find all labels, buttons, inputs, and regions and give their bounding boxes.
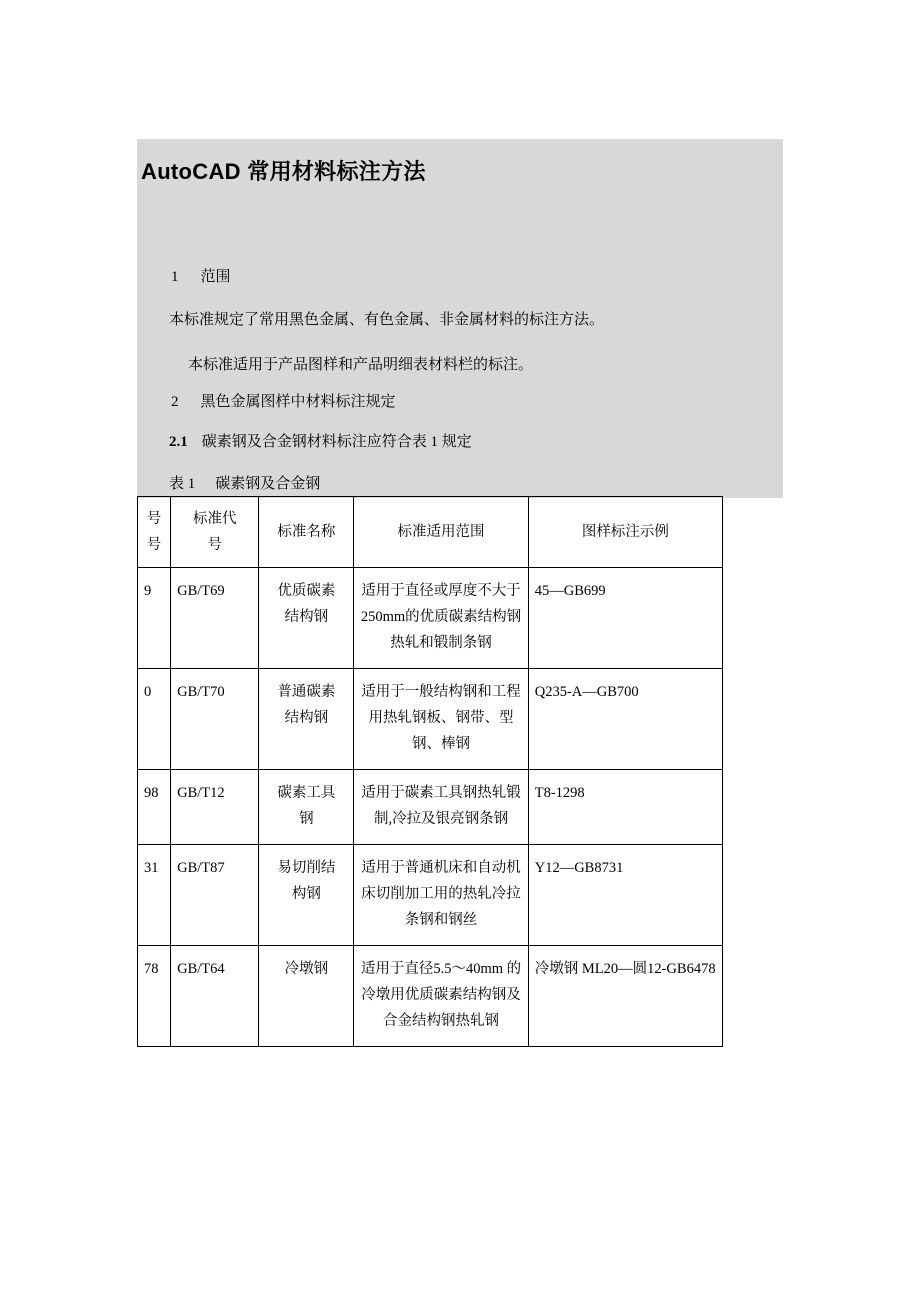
table-header-row (138, 497, 723, 568)
section-1-number: 1 (171, 269, 179, 285)
row-standard-name-line1: 碳素工具 (277, 785, 336, 801)
section-1-heading (171, 267, 231, 287)
row-standard-name-line1: 易切削结 (277, 860, 336, 876)
section-2-1-number: 2.1 (169, 434, 188, 450)
row-scope: 适用于碳素工具钢热轧锻制,冷拉及银亮钢条钢 (354, 770, 528, 845)
row-standard-code: GB/T64 (171, 946, 259, 1047)
table-row (138, 946, 723, 1047)
section-2-1-label: 碳素钢及合金钢材料标注应符合表 1 规定 (201, 434, 472, 450)
table-header-example: 图样标注示例 (528, 497, 722, 568)
row-standard-name-line1: 优质碳素 (277, 583, 336, 599)
row-number: 78 (138, 946, 171, 1047)
row-number: 98 (138, 770, 171, 845)
table-header-序号-line2: 号 (146, 537, 162, 553)
row-standard-code: GB/T87 (171, 845, 259, 946)
table-caption-label: 碳素钢及合金钢 (215, 476, 321, 492)
row-standard-name (259, 946, 354, 1047)
section-1-label: 范围 (200, 269, 231, 285)
row-number: 0 (138, 669, 171, 770)
page-title: AutoCAD 常用材料标注方法 (141, 159, 426, 184)
row-example: Y12—GB8731 (528, 845, 722, 946)
row-standard-code: GB/T69 (171, 568, 259, 669)
table-header-序号 (138, 497, 171, 568)
row-standard-name (259, 845, 354, 946)
table-header-standard-code-line1: 标准代 (193, 511, 237, 527)
table-row (138, 568, 723, 669)
table-header-standard-code (171, 497, 259, 568)
row-standard-name-line2: 结构钢 (284, 609, 329, 625)
table-header-scope: 标准适用范围 (354, 497, 528, 568)
row-number: 9 (138, 568, 171, 669)
row-standard-name (259, 770, 354, 845)
table-caption-number: 表 1 (169, 476, 196, 492)
section-1-paragraph-2: 本标准适用于产品图样和产品明细表材料栏的标注。 (188, 357, 534, 373)
row-standard-name-line1: 普通碳素 (277, 684, 336, 700)
table-header-standard-name: 标准名称 (259, 497, 354, 568)
section-2-heading (171, 392, 396, 412)
row-standard-code: GB/T12 (171, 770, 259, 845)
section-2-number: 2 (171, 394, 179, 410)
table-row (138, 845, 723, 946)
table-header-序号-line1: 号 (146, 511, 162, 527)
table-header-standard-code-line2: 号 (207, 537, 222, 553)
section-1-paragraph-1: 本标准规定了常用黑色金属、有色金属、非金属材料的标注方法。 (169, 312, 605, 328)
row-standard-name-line2: 钢 (299, 811, 314, 827)
row-scope: 适用于一般结构钢和工程用热轧钢板、钢带、型钢、棒钢 (354, 669, 528, 770)
section-2-1-heading (169, 432, 472, 452)
row-scope: 适用于直径5.5～40mm 的冷墩用优质碳素结构钢及合金结构钢热轧钢 (354, 946, 528, 1047)
materials-table (137, 496, 723, 1047)
row-number: 31 (138, 845, 171, 946)
row-scope: 适用于直径或厚度不大于250mm的优质碳素结构钢热轧和锻制条钢 (354, 568, 528, 669)
table-caption (169, 474, 320, 494)
row-example: Q235-A—GB700 (528, 669, 722, 770)
row-example: T8-1298 (528, 770, 722, 845)
row-scope: 适用于普通机床和自动机床切削加工用的热轧冷拉条钢和钢丝 (354, 845, 528, 946)
row-standard-name-line2: 构钢 (291, 886, 321, 902)
section-2-label: 黑色金属图样中材料标注规定 (200, 394, 396, 410)
row-standard-name-line1: 冷墩钢 (284, 961, 329, 977)
table-row (138, 669, 723, 770)
row-example: 冷墩钢 ML20—圆12-GB6478 (528, 946, 722, 1047)
row-standard-code: GB/T70 (171, 669, 259, 770)
row-standard-name (259, 669, 354, 770)
row-example: 45—GB699 (528, 568, 722, 669)
row-standard-name (259, 568, 354, 669)
row-standard-name-line2: 结构钢 (284, 710, 329, 726)
table-row (138, 770, 723, 845)
